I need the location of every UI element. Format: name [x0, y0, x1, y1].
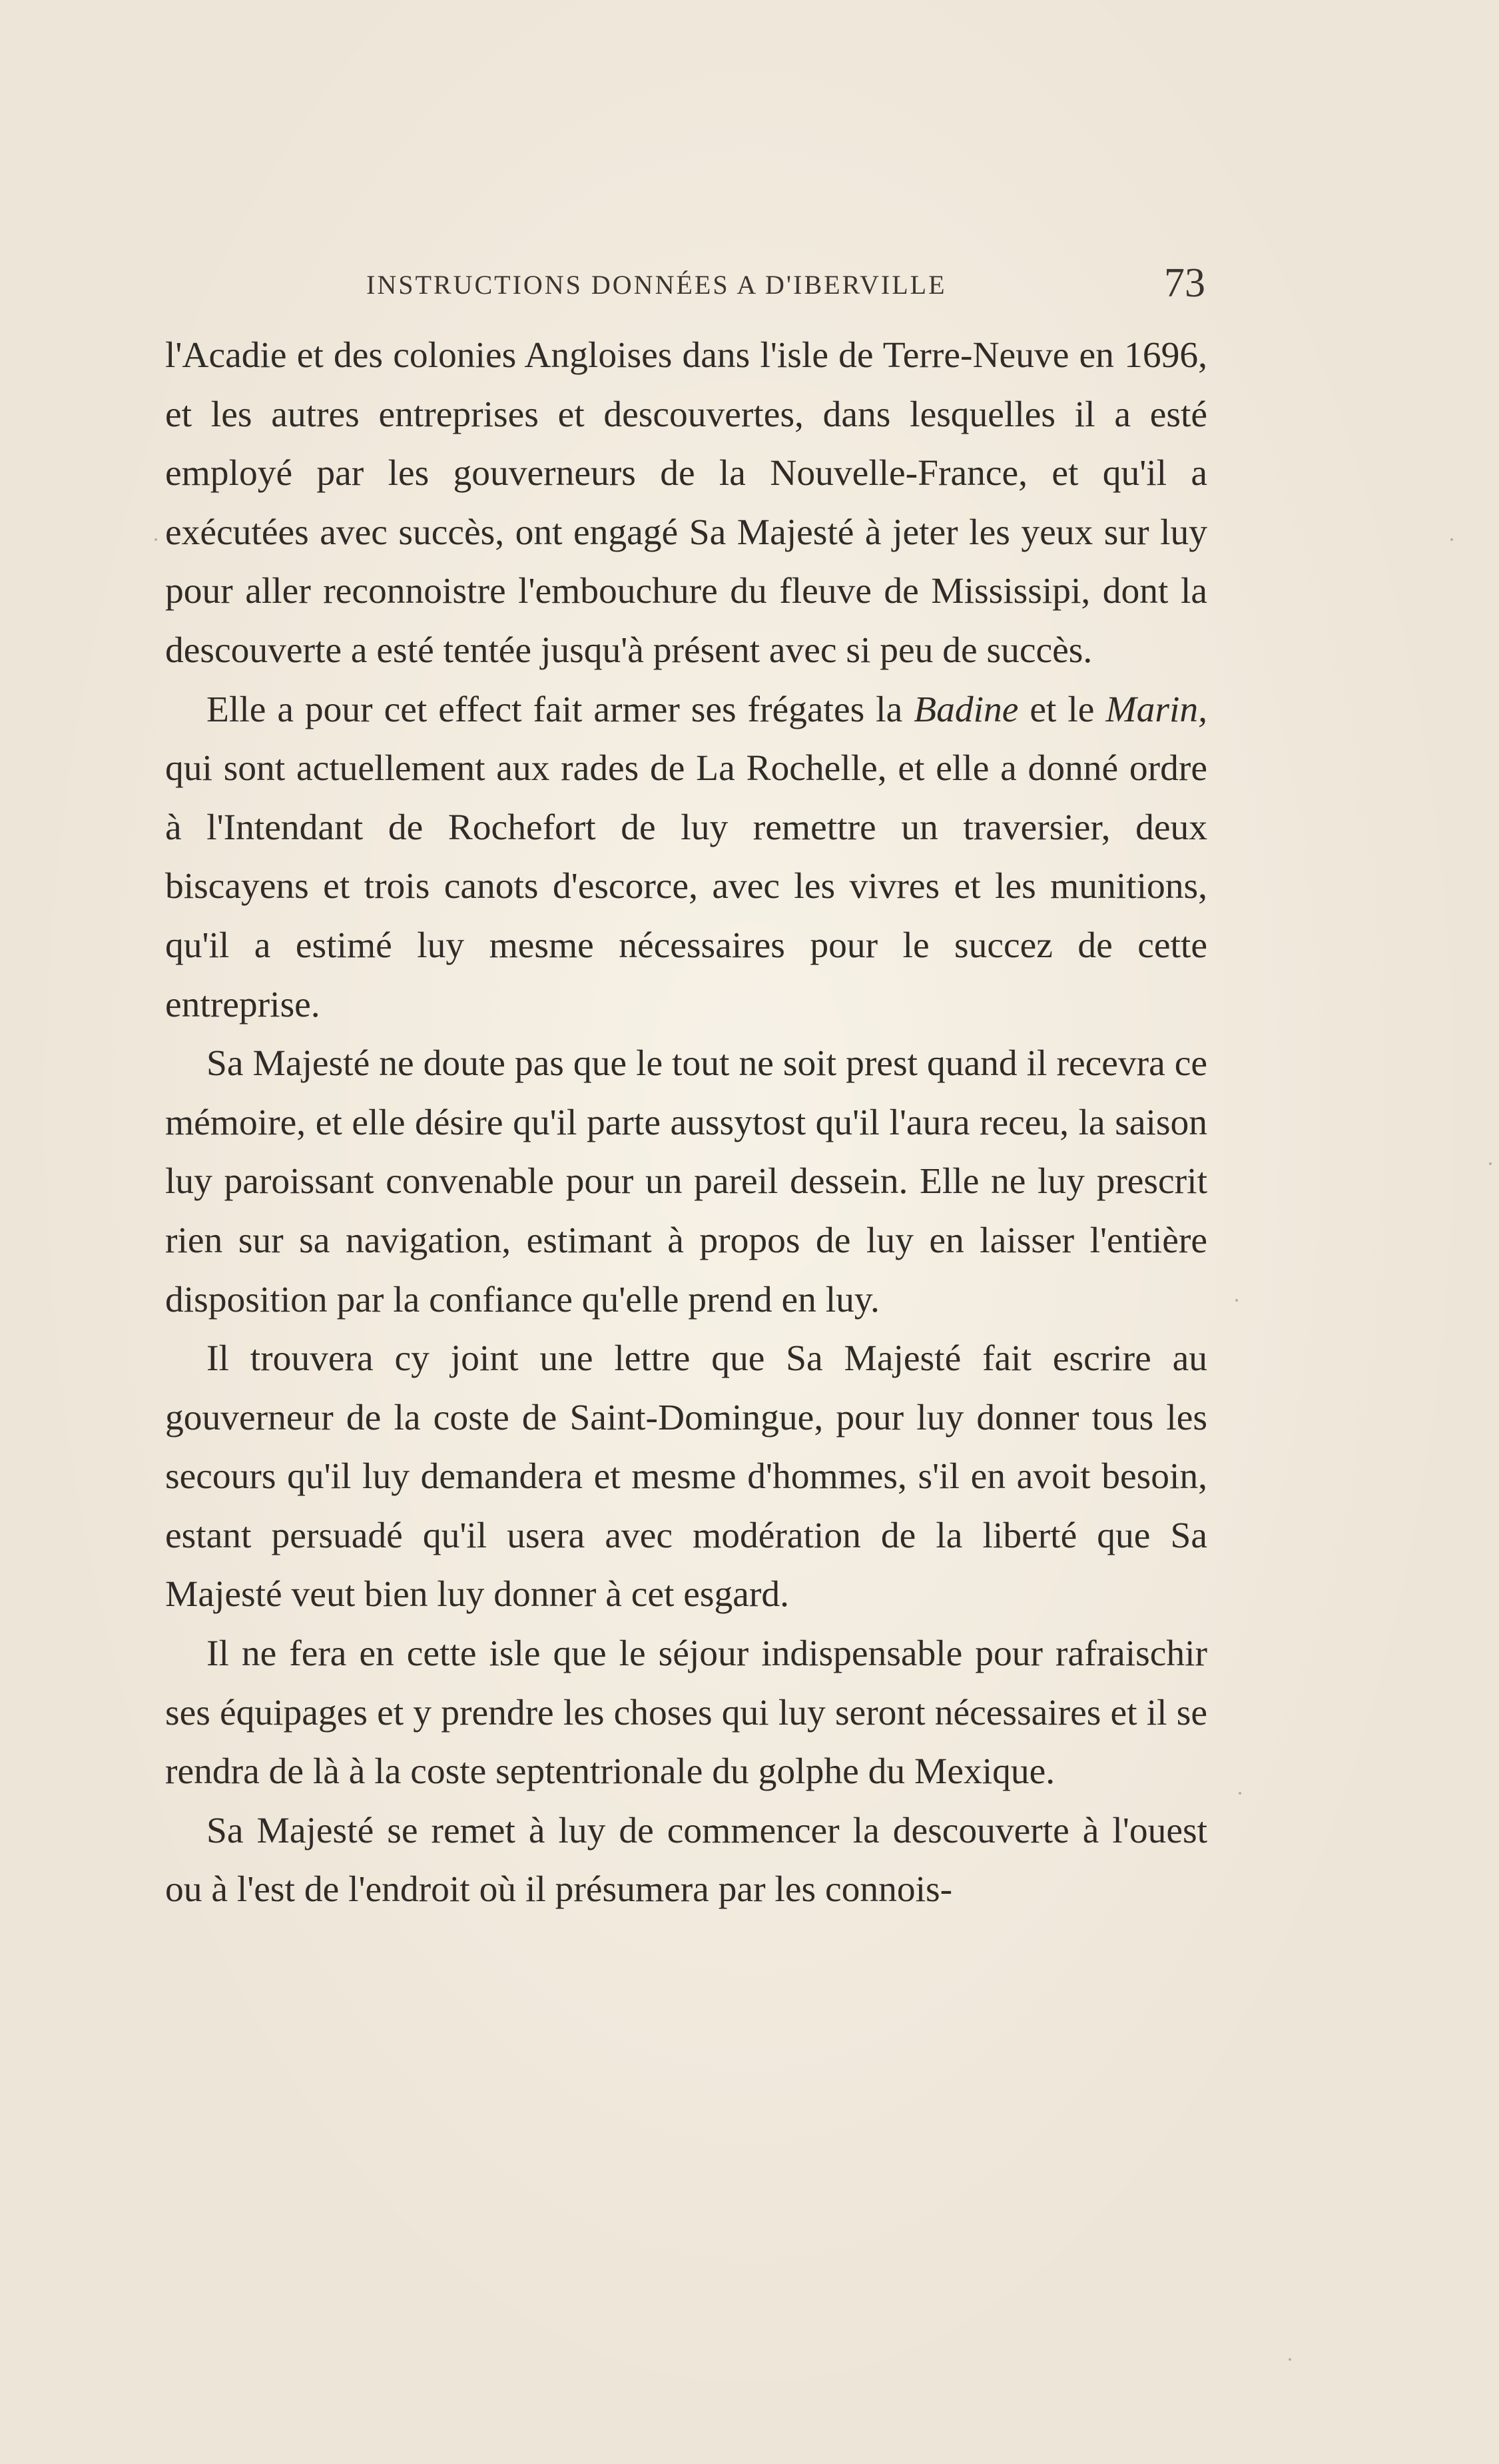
paper-speck — [1235, 1299, 1238, 1302]
paragraph-2-text-b: et le — [1018, 689, 1106, 730]
page-number: 73 — [1164, 260, 1205, 306]
paper-speck — [1450, 538, 1453, 541]
paragraph-6: Sa Majesté se remet à luy de commencer la descouverte à l'ouest ou à l'est de l'endroit où il présumera par les connois- — [165, 1810, 1207, 1910]
ship-name-badine: Badine — [914, 689, 1019, 730]
paragraph-3: Sa Majesté ne doute pas que le tout ne soit prest quand il recevra ce mémoire, et elle désire qu'il parte aussytost qu'il l'aura receu, la saison luy paroissant convenable pour un pareil dessein. Elle ne luy prescrit rien sur sa navigation, estimant à propos de luy en laisser l'entière disposition par la confiance qu'elle prend en luy. — [165, 1043, 1207, 1320]
ship-name-marin: Marin, — [1105, 689, 1207, 730]
paragraph-5: Il ne fera en cette isle que le séjour indispensable pour rafraischir ses équipages et y prendre les choses qui luy seront nécessaires et il se rendra de là à la coste septentrionale du golphe du Mexique. — [165, 1633, 1207, 1793]
running-head — [166, 260, 1205, 306]
body-text — [165, 326, 1207, 1920]
paper-speck — [154, 538, 157, 541]
paragraph-2-text-c: qui sont actuellement aux rades de La Rochelle, et elle a donné ordre à l'Intendant de Rochefort de luy remettre un traversier, deux biscayens et trois canots d'escorce, avec les vivres et les munitions, qu'il a estimé luy mesme nécessaires pour le succez de cette entreprise. — [165, 748, 1207, 1025]
paragraph-2-text-a: Elle a pour cet effect fait armer ses frégates la — [206, 689, 914, 730]
paper-speck — [1289, 2358, 1291, 2361]
paragraph-4: Il trouvera cy joint une lettre que Sa Majesté fait escrire au gouverneur de la coste de Saint-Domingue, pour luy donner tous les secours qu'il luy demandera et mesme d'hommes, s'il en avoit besoin, estant persuadé qu'il usera avec modération de la liberté que Sa Majesté veut bien luy donner à cet esgard. — [165, 1338, 1207, 1615]
running-title: INSTRUCTIONS DONNÉES A D'IBERVILLE — [366, 270, 947, 300]
paper-speck — [1489, 1162, 1492, 1165]
paper-speck — [1239, 1792, 1241, 1795]
paragraph-1: l'Acadie et des colonies Angloises dans l'isle de Terre-Neuve en 1696, et les autres entreprises et descouvertes, dans lesquelles il a esté employé par les gouverneurs de la Nouvelle-France, et qu'il a exécutées avec succès, ont engagé Sa Majesté à jeter les yeux sur luy pour aller reconnoistre l'embouchure du fleuve de Mississipi, dont la descouverte a esté tentée jusqu'à présent avec si peu de succès. — [165, 335, 1207, 671]
paragraph-2 — [165, 681, 1207, 1035]
